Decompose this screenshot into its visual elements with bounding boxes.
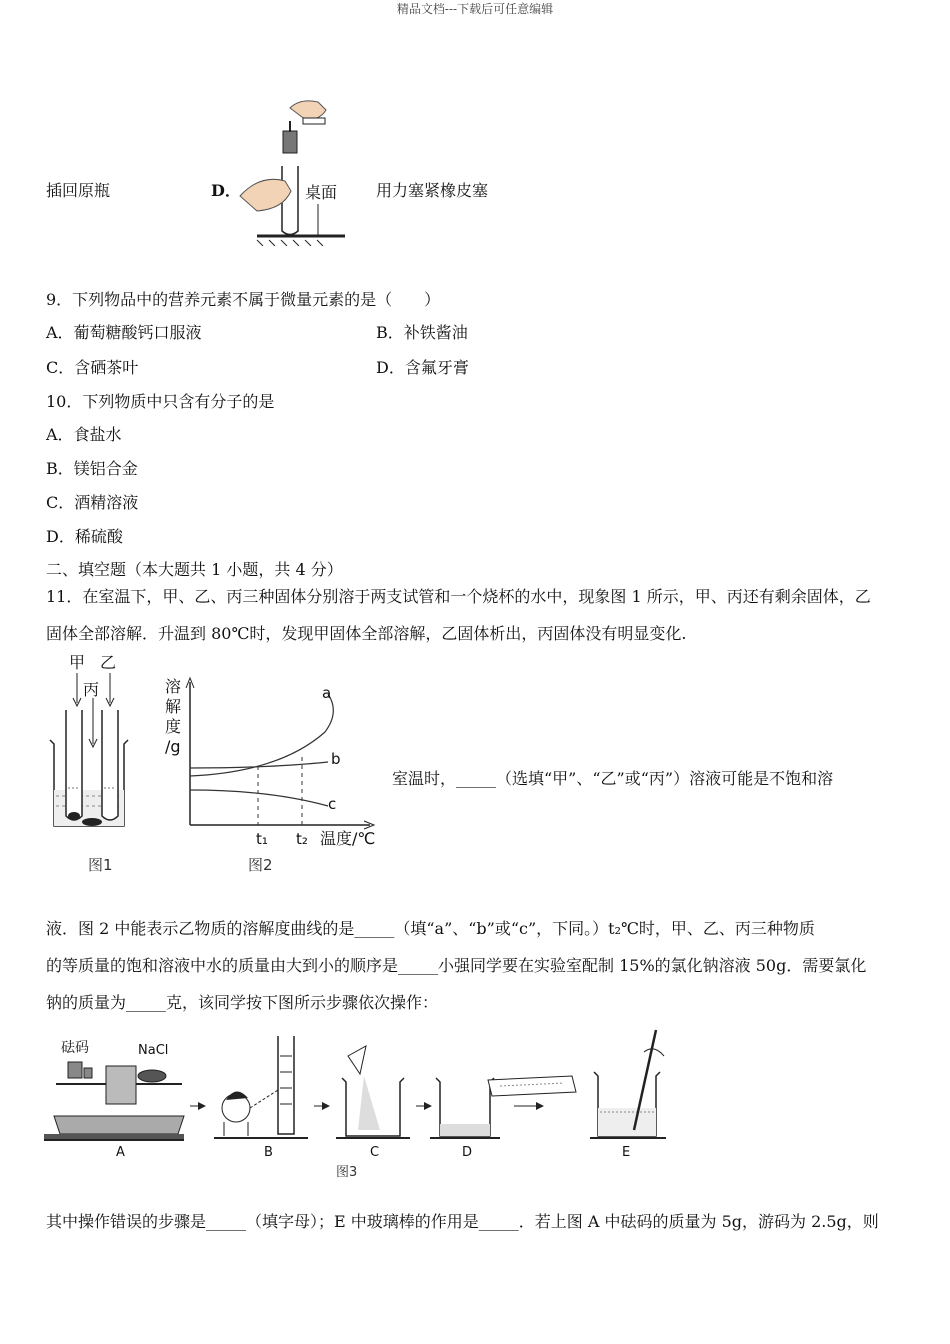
- label-yi: 乙: [100, 653, 117, 672]
- curve-b-label: b: [331, 750, 341, 768]
- q11-line6: 其中操作错误的步骤是_____（填字母）；E 中玻璃棒的作用是_____．若上图 A 中砝码的质量为 5g，游码为 2.5g，则: [46, 1212, 879, 1231]
- q9-option-a: A．葡萄糖酸钙口服液: [46, 323, 202, 342]
- q10-option-c: C．酒精溶液: [46, 493, 139, 512]
- graduated-cylinder: [278, 1036, 294, 1134]
- q11-line5: 钠的质量为_____克，该同学按下图所示步骤依次操作：: [46, 993, 439, 1012]
- q11-side-text: 室温时，_____（选填“甲”、“乙”或“丙”）溶液可能是不饱和溶: [392, 769, 834, 788]
- q9-option-c: C．含硒茶叶: [46, 358, 139, 377]
- step-e-label: E: [622, 1145, 631, 1160]
- stopper-diagram: [235, 96, 355, 246]
- nacl-label: NaCl: [138, 1043, 169, 1058]
- svg-text:/g: /g: [165, 737, 181, 756]
- step-a-label: A: [116, 1145, 125, 1160]
- figure3-procedure: [44, 1026, 674, 1186]
- q9-option-b: B．补铁酱油: [376, 323, 468, 342]
- curve-a-label: a: [322, 684, 332, 702]
- q10-option-d: D．稀硫酸: [46, 527, 123, 546]
- step-d-label: D: [462, 1145, 473, 1160]
- label-bing: 丙: [83, 680, 100, 699]
- weights-label: 砝码: [61, 1040, 89, 1056]
- tube-jia: [66, 710, 82, 820]
- q9-option-d: D．含氟牙膏: [376, 358, 469, 377]
- item8-option-letter: D．: [211, 181, 241, 200]
- item8-left-text: 插回原瓶: [46, 181, 111, 200]
- step-c-label: C: [370, 1145, 380, 1160]
- curve-c: [190, 790, 328, 806]
- figure2-caption: 图2: [248, 856, 273, 874]
- curve-c-label: c: [328, 795, 337, 813]
- q10-option-b: B．镁铝合金: [46, 459, 138, 478]
- item8-right-text: 用力塞紧橡皮塞: [376, 181, 489, 200]
- q11-line1: 11．在室温下，甲、乙、丙三种固体分别溶于两支试管和一个烧杯的水中，现象图 1 所示，甲、丙还有剩余固体，乙: [46, 587, 871, 606]
- figure2-solubility-graph: [160, 672, 390, 882]
- t2-label: t₂: [296, 830, 308, 848]
- svg-text:溶: 溶: [165, 677, 182, 696]
- rubber-stopper: [283, 131, 297, 153]
- tube-yi: [102, 710, 118, 820]
- label-jia: 甲: [69, 653, 86, 672]
- figure1-caption: 图1: [88, 856, 113, 874]
- x-axis-label: 温度/℃: [320, 829, 376, 848]
- lower-hand: [240, 179, 291, 211]
- q11-line4: 的等质量的饱和溶液中水的质量由大到小的顺序是_____小强同学要在实验室配制 15%的氯化钠溶液 50g．需要氯化: [46, 956, 867, 975]
- curve-b: [190, 762, 328, 768]
- svg-text:度: 度: [165, 717, 182, 736]
- glass-tube: [303, 118, 325, 124]
- t1-label: t₁: [256, 830, 268, 848]
- table-label: 桌面: [305, 183, 338, 202]
- figure1-test-tubes: [44, 648, 144, 878]
- q9-stem: 9．下列物品中的营养元素不属于微量元素的是（ ）: [46, 290, 441, 309]
- q11-line2: 固体全部溶解．升温到 80℃时，发现甲固体全部溶解，乙固体析出，丙固体没有明显变化.: [46, 624, 687, 643]
- upper-hand: [290, 101, 326, 120]
- section2-title: 二、填空题（本大题共 1 小题，共 4 分）: [46, 560, 343, 579]
- page-header: 精品文档---下载后可任意编辑: [396, 2, 554, 16]
- step-b-label: B: [264, 1145, 273, 1160]
- q10-stem: 10．下列物质中只含有分子的是: [46, 392, 275, 411]
- q10-option-a: A．食盐水: [46, 425, 122, 444]
- q11-line3: 液．图 2 中能表示乙物质的溶解度曲线的是_____（填“a”、“b”或“c”，下同。）t₂℃时，甲、乙、丙三种物质: [46, 919, 815, 938]
- figure3-caption: 图3: [336, 1165, 358, 1180]
- svg-text:解: 解: [165, 697, 182, 716]
